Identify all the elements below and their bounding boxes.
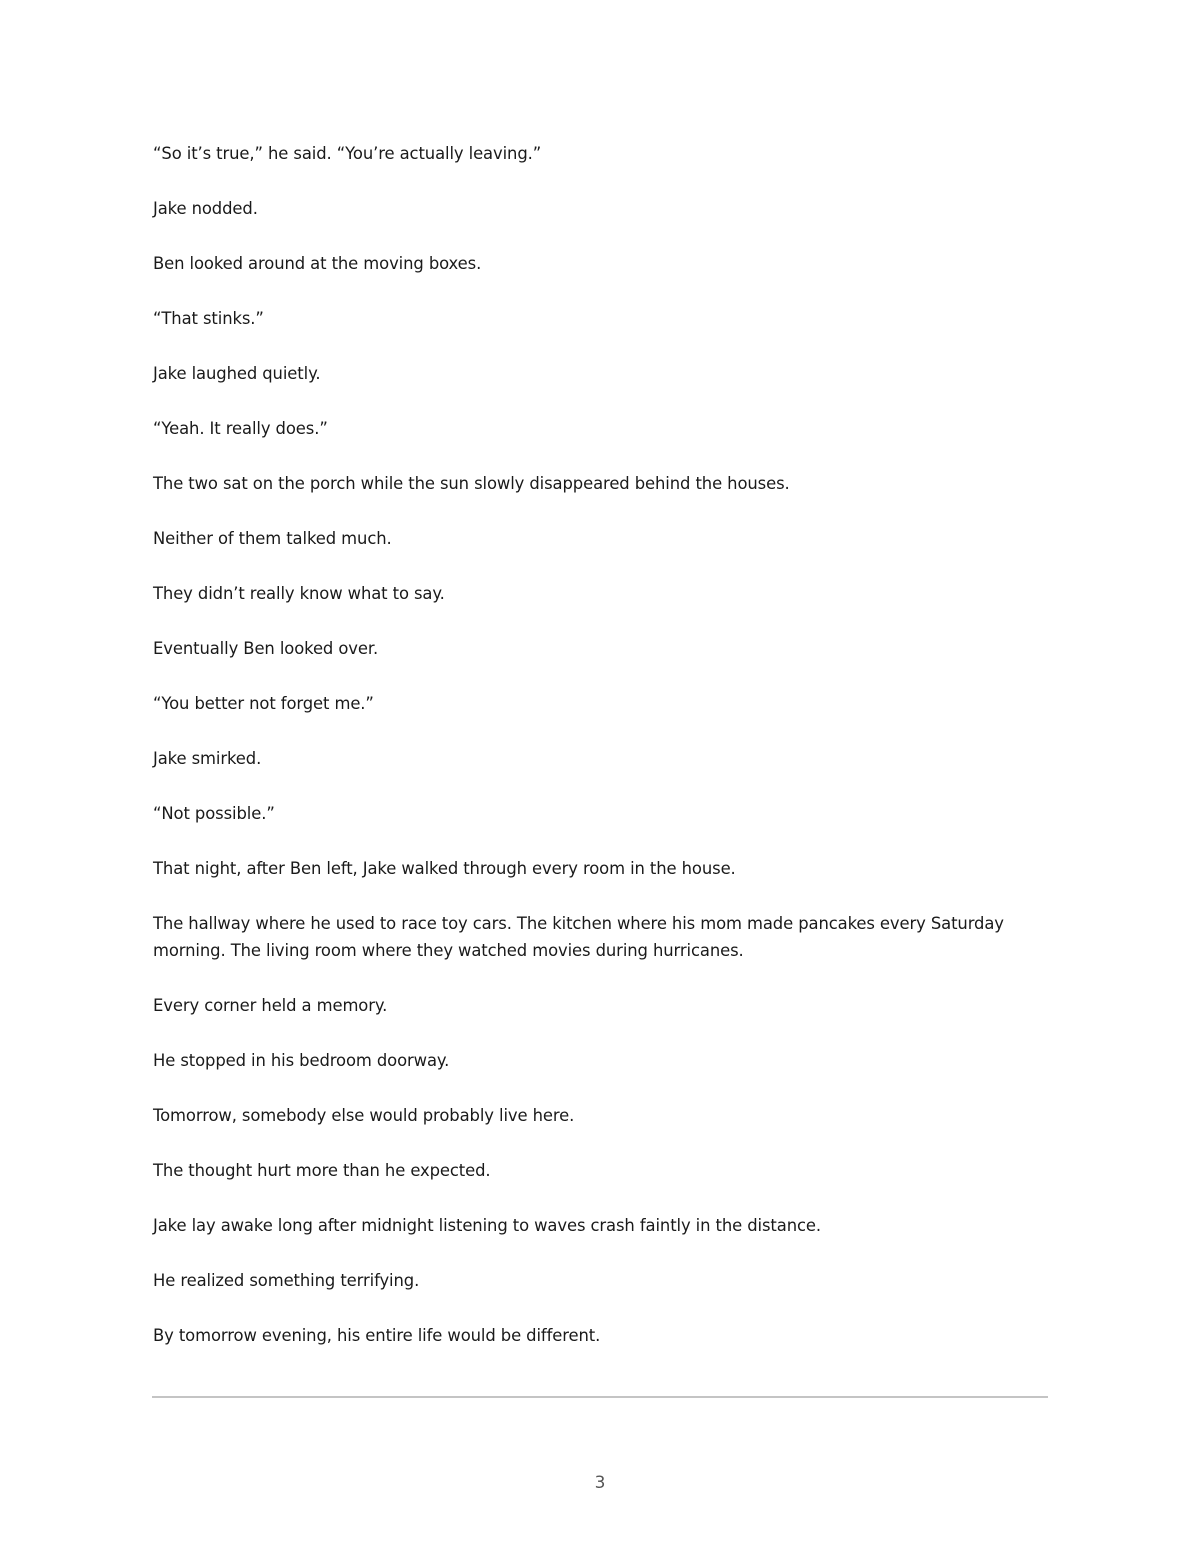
paragraph: He stopped in his bedroom doorway. <box>153 1051 450 1070</box>
paragraph: The thought hurt more than he expected. <box>153 1161 491 1180</box>
paragraph: That night, after Ben left, Jake walked through every room in the house. <box>153 859 736 878</box>
paragraph: “Yeah. It really does.” <box>153 419 328 438</box>
paragraph: Eventually Ben looked over. <box>153 639 379 658</box>
paragraph: Jake laughed quietly. <box>153 364 321 383</box>
paragraph: By tomorrow evening, his entire life would be different. <box>153 1326 601 1345</box>
paragraph: “So it’s true,” he said. “You’re actually leaving.” <box>153 144 542 163</box>
paragraph: Jake nodded. <box>153 199 258 218</box>
paragraph: They didn’t really know what to say. <box>153 584 445 603</box>
paragraph: Jake lay awake long after midnight listening to waves crash faintly in the distance. <box>153 1216 822 1235</box>
footer-divider <box>152 1396 1048 1398</box>
paragraph: “You better not forget me.” <box>153 694 374 713</box>
body-text <box>153 140 1048 1377</box>
paragraph: He realized something terrifying. <box>153 1271 420 1290</box>
paragraph: Jake smirked. <box>153 749 262 768</box>
page-number: 3 <box>594 1473 606 1493</box>
paragraph: “Not possible.” <box>153 804 275 823</box>
paragraph: Neither of them talked much. <box>153 529 392 548</box>
paragraph: Every corner held a memory. <box>153 996 388 1015</box>
paragraph: Ben looked around at the moving boxes. <box>153 254 482 273</box>
paragraph: The hallway where he used to race toy cars. The kitchen where his mom made pancakes every Saturday morning. The living room where they watched movies during hurricanes. <box>153 914 1004 960</box>
paragraph: “That stinks.” <box>153 309 264 328</box>
paragraph: The two sat on the porch while the sun slowly disappeared behind the houses. <box>153 474 790 493</box>
paragraph: Tomorrow, somebody else would probably live here. <box>153 1106 575 1125</box>
